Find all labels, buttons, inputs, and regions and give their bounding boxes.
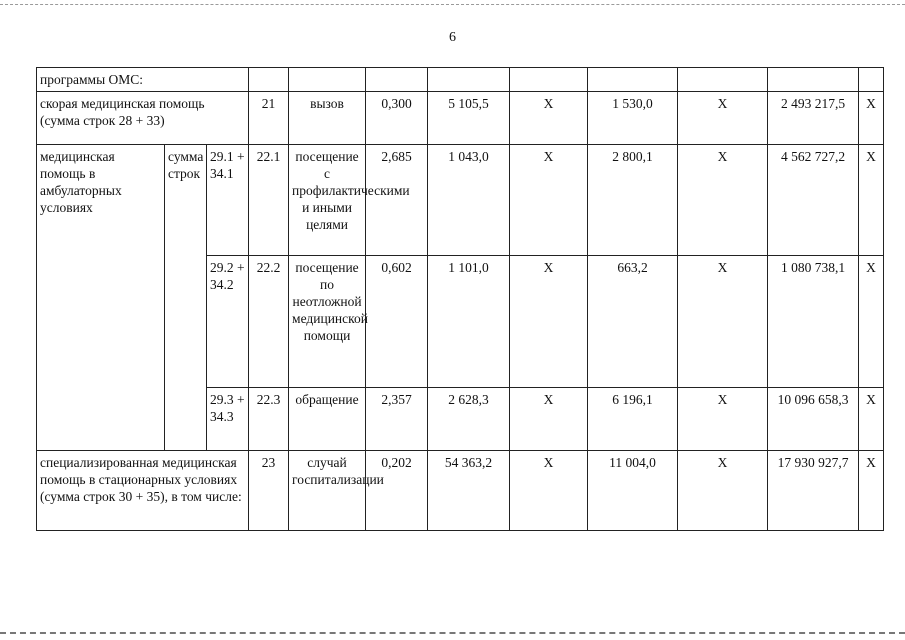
table-row-inpatient — [37, 451, 884, 531]
cell-name: медицинская помощь в амбулаторных условиях — [37, 145, 165, 451]
cell-unit: посещение по неотложной медицинской помощи — [289, 256, 366, 388]
cell-total: 1 080 738,1 — [768, 256, 859, 388]
cell-x: X — [678, 388, 768, 451]
program-table — [36, 67, 884, 531]
cell-name: специализированная медицинская помощь в стационарных условиях (сумма строк 30 + 35), в том числе: — [37, 451, 249, 531]
table-row-program-omc — [37, 68, 884, 92]
cell-row-number: 22.2 — [249, 256, 289, 388]
cell-norm: 2,357 — [366, 388, 428, 451]
cell-x: X — [510, 92, 588, 145]
cell-x: X — [859, 388, 884, 451]
cell-unit: случай госпитализации — [289, 451, 366, 531]
page-number: 6 — [449, 30, 456, 45]
cell-per-capita: 1 530,0 — [588, 92, 678, 145]
cell-unit: вызов — [289, 92, 366, 145]
cell-name: скорая медицинская помощь (сумма строк 28 + 33) — [37, 92, 249, 145]
cell-norm: 0,202 — [366, 451, 428, 531]
cell-x: X — [678, 451, 768, 531]
table-row-outpatient-1 — [37, 145, 884, 256]
cell-per-capita: 2 800,1 — [588, 145, 678, 256]
cell-x: X — [678, 145, 768, 256]
scan-edge-top — [0, 4, 905, 5]
cell-total: 10 096 658,3 — [768, 388, 859, 451]
cell-x: X — [510, 145, 588, 256]
cell-x: X — [678, 256, 768, 388]
table-row-ambulance — [37, 92, 884, 145]
cell-norm: 0,300 — [366, 92, 428, 145]
cell-x: X — [859, 451, 884, 531]
cell-cost: 1 043,0 — [428, 145, 510, 256]
cell-row-number: 22.3 — [249, 388, 289, 451]
cell-sum-label: сумма строк — [165, 145, 207, 451]
cell-per-capita: 11 004,0 — [588, 451, 678, 531]
cell-x: X — [859, 256, 884, 388]
cell-unit: посещение с профилактическими и иными целями — [289, 145, 366, 256]
cell-x: X — [510, 451, 588, 531]
cell-norm: 0,602 — [366, 256, 428, 388]
cell-per-capita: 6 196,1 — [588, 388, 678, 451]
cell-x: X — [510, 256, 588, 388]
cell-sum-lines: 29.1 + 34.1 — [207, 145, 249, 256]
scan-edge-bottom — [0, 632, 905, 634]
cell-total: 4 562 727,2 — [768, 145, 859, 256]
cell-x: X — [859, 92, 884, 145]
cell-cost: 5 105,5 — [428, 92, 510, 145]
cell-total: 2 493 217,5 — [768, 92, 859, 145]
cell-row-number: 23 — [249, 451, 289, 531]
cell-x: X — [678, 92, 768, 145]
cell-x: X — [859, 145, 884, 256]
cell-sum-lines: 29.2 + 34.2 — [207, 256, 249, 388]
cell-row-number: 21 — [249, 92, 289, 145]
cell-cost: 1 101,0 — [428, 256, 510, 388]
cell-cost: 54 363,2 — [428, 451, 510, 531]
cell-name: программы ОМС: — [37, 68, 249, 92]
cell-row-number: 22.1 — [249, 145, 289, 256]
cell-sum-lines: 29.3 + 34.3 — [207, 388, 249, 451]
cell-cost: 2 628,3 — [428, 388, 510, 451]
cell-x: X — [510, 388, 588, 451]
cell-total: 17 930 927,7 — [768, 451, 859, 531]
cell-unit: обращение — [289, 388, 366, 451]
cell-per-capita: 663,2 — [588, 256, 678, 388]
cell-norm: 2,685 — [366, 145, 428, 256]
